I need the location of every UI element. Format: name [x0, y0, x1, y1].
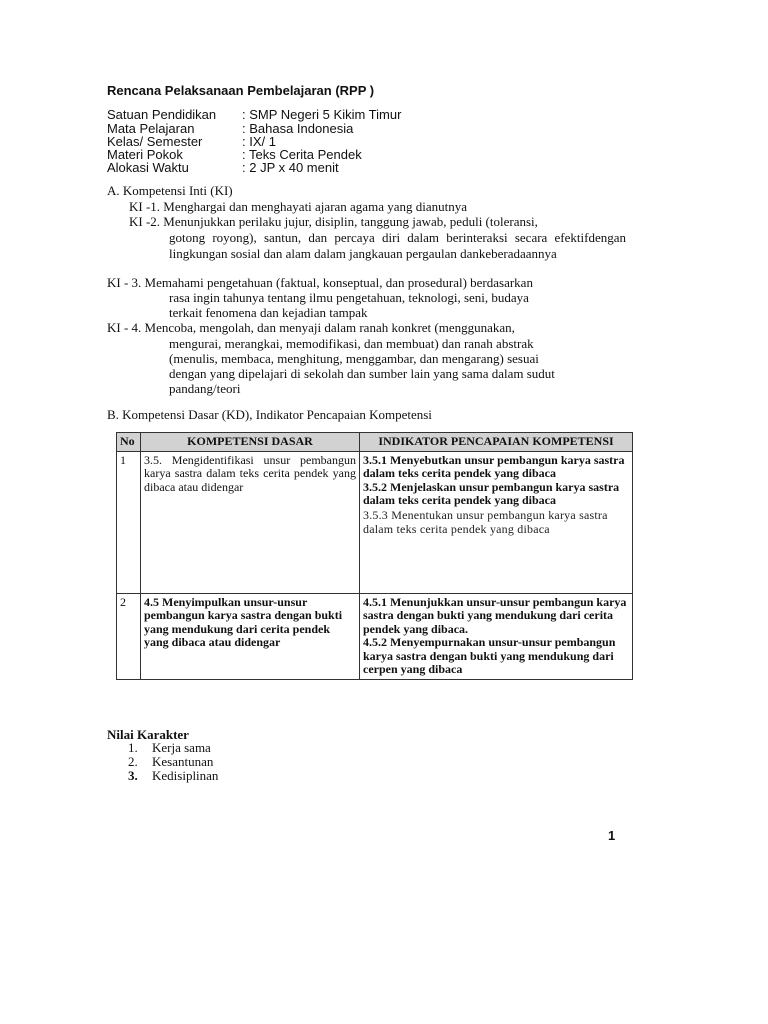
ki-4-line1: KI - 4. Mencoba, mengolah, dan menyaji dalam ranah konkret (menggunakan,	[107, 320, 515, 335]
info-label: Satuan Pendidikan	[107, 107, 217, 122]
ki-3-line2: rasa ingin tahunya tentang ilmu pengetahuan, teknologi, seni, budaya	[169, 290, 529, 305]
header-indikator: INDIKATOR PENCAPAIAN KOMPETENSI	[360, 433, 633, 452]
indikator-item: 4.5.2 Menyempurnakan unsur-unsur pembangun karya sastra dengan bukti yang mendukung dari cerpen yang dibaca	[363, 635, 616, 676]
info-value: : 2 JP x 40 menit	[242, 160, 339, 175]
ki-3-line3: terkait fenomena dan kejadian tampak	[169, 305, 368, 320]
info-label: Kelas/ Semester	[107, 134, 203, 149]
info-value: : IX/ 1	[242, 134, 276, 149]
list-item	[128, 741, 211, 755]
info-label: Alokasi Waktu	[107, 160, 189, 175]
list-number: 1.	[128, 740, 138, 755]
kd-cell: 4.5 Menyimpulkan unsur-unsur pembangun karya sastra dengan bukti yang mendukung dari cerita pendek yang dibaca atau didengar	[141, 593, 360, 679]
indikator-item: 3.5.1 Menyebutkan unsur pembangun karya sastra dalam teks cerita pendek yang dibaca	[363, 452, 625, 480]
kd-cell: 3.5. Mengidentifikasi unsur pembangun karya sastra dalam teks cerita pendek yang dibaca atau didengar	[141, 451, 360, 593]
list-number: 3.	[128, 768, 138, 783]
row-number: 1	[117, 451, 141, 593]
ki-4-line4: dengan yang dipelajari di sekolah dan sumber lain yang sama dalam sudut	[169, 366, 555, 381]
table-row	[117, 593, 633, 679]
ki-4-line5: pandang/teori	[169, 381, 241, 396]
info-label: Mata Pelajaran	[107, 121, 195, 136]
ki-4-line3: (menulis, membaca, menghitung, menggambar, dan mengarang) sesuai	[169, 351, 539, 366]
table-row	[117, 451, 633, 593]
list-text: Kesantunan	[152, 754, 214, 769]
document-title: Rencana Pelaksanaan Pembelajaran (RPP )	[107, 83, 375, 98]
info-value: : Bahasa Indonesia	[242, 121, 354, 136]
section-a-heading: A. Kompetensi Inti (KI)	[107, 183, 233, 198]
ki-1: KI -1. Menghargai dan menghayati ajaran agama yang dianutnya	[129, 199, 467, 214]
section-b-heading: B. Kompetensi Dasar (KD), Indikator Pencapaian Kompetensi	[107, 407, 432, 422]
indikator-item: 4.5.1 Menunjukkan unsur-unsur pembangun karya sastra dengan bukti yang mendukung dari cerita pendek yang dibaca.	[363, 594, 627, 636]
list-item	[128, 769, 218, 783]
table-header-row	[117, 433, 633, 452]
indikator-cell	[360, 451, 633, 593]
list-number: 2.	[128, 754, 138, 769]
ki-2-line1: KI -2. Menunjukkan perilaku jujur, disiplin, tanggung jawab, peduli (toleransi,	[129, 214, 538, 229]
nilai-karakter-title: Nilai Karakter	[107, 727, 189, 742]
info-value: : Teks Cerita Pendek	[242, 147, 362, 162]
ki-3-line1: KI - 3. Memahami pengetahuan (faktual, konseptual, dan prosedural) berdasarkan	[107, 275, 533, 290]
header-kompetensi-dasar: KOMPETENSI DASAR	[141, 433, 360, 452]
ki-4-line2: mengurai, merangkai, memodifikasi, dan membuat) dan ranah abstrak	[169, 336, 534, 351]
header-no: No	[117, 433, 141, 452]
row-number: 2	[117, 593, 141, 679]
info-value: : SMP Negeri 5 Kikim Timur	[242, 107, 402, 122]
kd-table	[116, 432, 633, 680]
indikator-item: 3.5.2 Menjelaskan unsur pembangun karya sastra dalam teks cerita pendek yang dibaca	[363, 479, 620, 507]
indikator-cell	[360, 593, 633, 679]
list-text: Kerja sama	[152, 740, 211, 755]
indikator-item: 3.5.3 Menentukan unsur pembangun karya sastra dalam teks cerita pendek yang dibaca	[363, 507, 608, 536]
list-item	[128, 755, 213, 769]
info-label: Materi Pokok	[107, 147, 183, 162]
ki-2-continuation: gotong royong), santun, dan percaya diri dalam berinteraksi secara efektifdengan lingkungan sosial dan alam dalam jangkauan pergaulan dankeberadaannya	[169, 230, 626, 261]
list-text: Kedisiplinan	[152, 768, 219, 783]
page-number: 1	[608, 828, 616, 843]
